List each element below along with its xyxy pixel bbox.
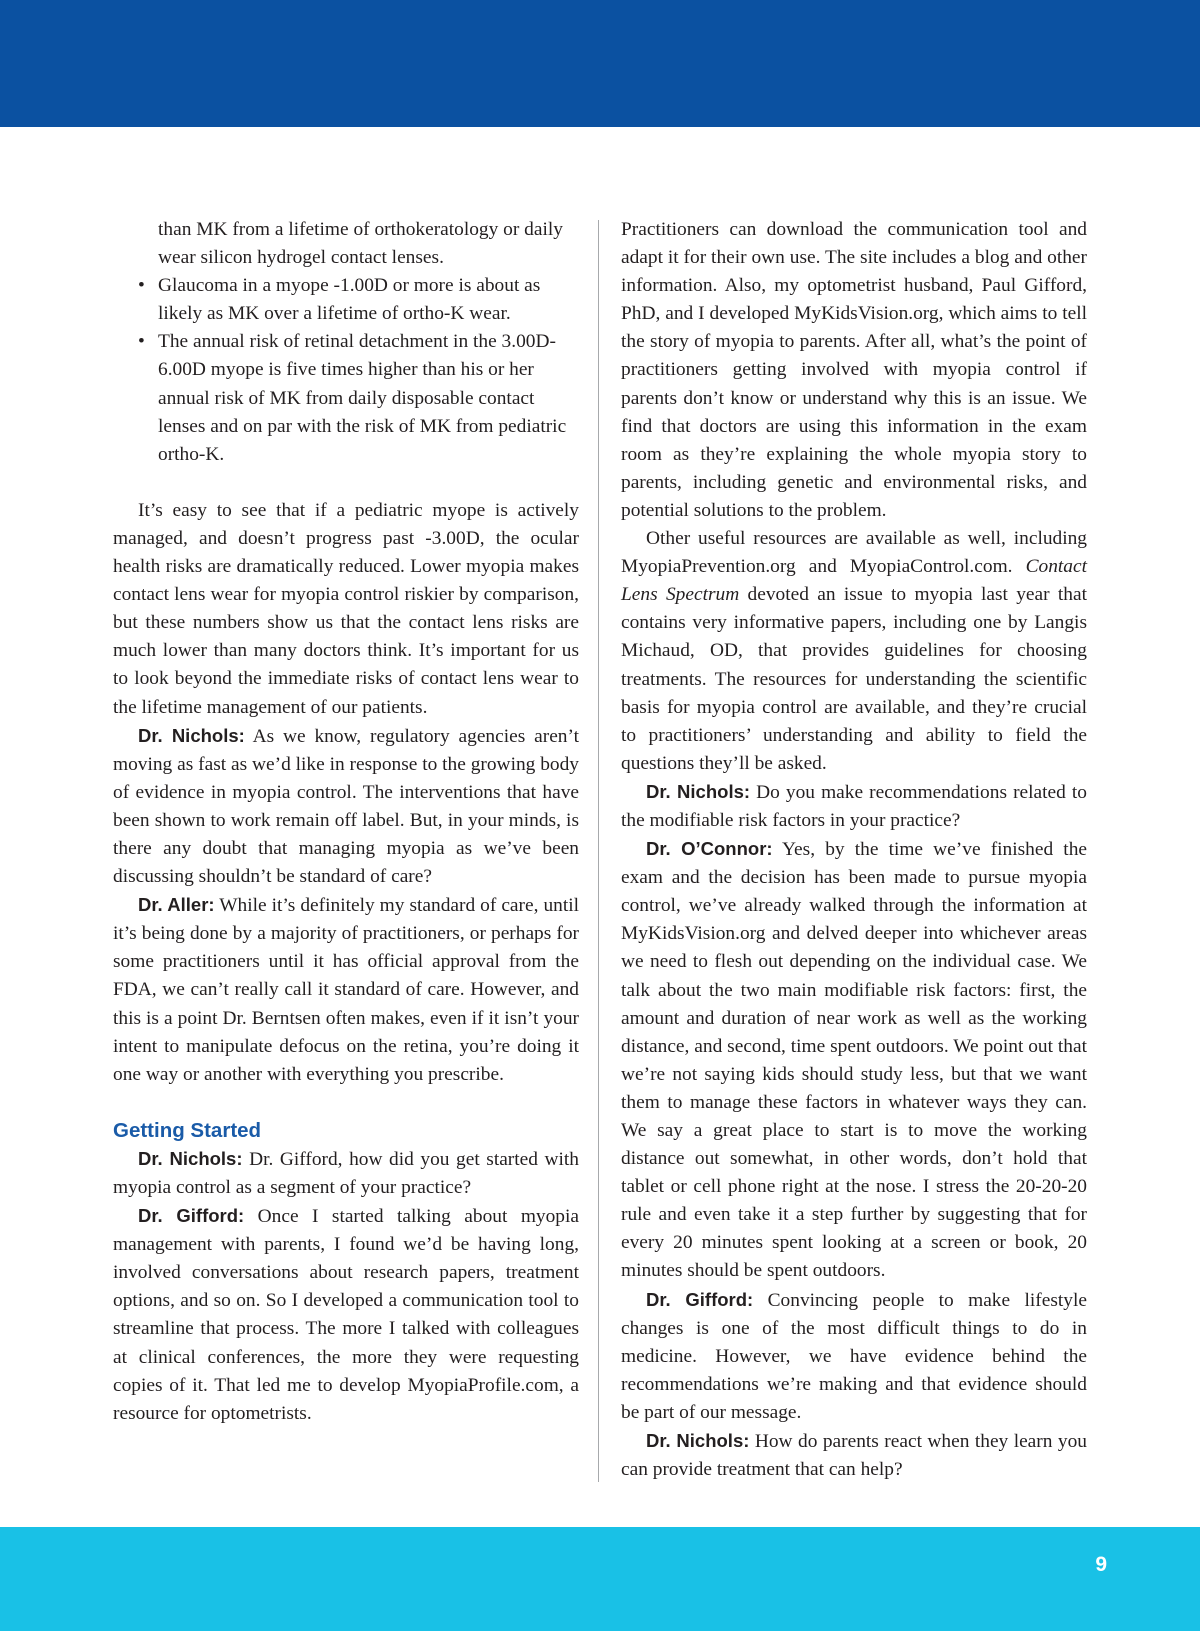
column-divider (598, 220, 599, 1482)
speaker-label: Dr. Gifford: (646, 1288, 754, 1310)
dialogue-paragraph: Dr. Nichols: As we know, regulatory agencies aren’t moving as fast as we’d like in response to the growing body of evidence in myopia control. The interventions that have been shown to work remain off label. But, in your minds, is there any doubt that managing myopia as we’ve been discussing shouldn’t be standard of care? (113, 724, 579, 888)
dialogue-paragraph: Dr. Nichols: How do parents react when they learn you can provide treatment that can help? (621, 1430, 1087, 1481)
bullet-continuation: than MK from a lifetime of orthokeratology or daily wear silicon hydrogel contact lenses. (158, 219, 563, 269)
dialogue-paragraph: Dr. Nichols: Do you make recommendations related to the modifiable risk factors in your practice? (621, 780, 1087, 831)
bullet-item: • The annual risk of retinal detachment in the 3.00D-6.00D myope is five times higher than his or her annual risk of MK from daily disposable contact lenses and on par with the risk of MK from pediatric ortho-K. (138, 328, 579, 468)
dialogue-paragraph: Dr. Gifford: Convincing people to make lifestyle changes is one of the most difficult things to do in medicine. However, we have evidence behind the recommendations we’re making and that evidence should be part of our message. (621, 1288, 1087, 1423)
section-heading: Getting Started (113, 1118, 262, 1142)
dialogue-paragraph: Dr. Gifford: Once I started talking about myopia management with parents, I found we’d be having long, involved conversations about research papers, treatment options, and so on. So I developed a communication tool to streamline that process. The more I talked with colleagues at clinical conferences, the more they were requesting copies of it. That led me to develop MyopiaProfile.com, a resource for optometrists. (113, 1205, 579, 1424)
body-paragraph: Practitioners can download the communication tool and adapt it for their own use. The site includes a blog and other information. Also, my optometrist husband, Paul Gifford, PhD, and I developed MyKidsVision.org, which aims to tell the story of myopia to parents. After all, what’s the point of practitioners getting involved with myopia control if parents don’t know or understand why this is an issue. We find that doctors are using this information in the exam room as they’re explaining the whole myopia story to parents, including genetic and environmental risks, and potential solutions to the problem. (621, 219, 1087, 521)
body-paragraph: It’s easy to see that if a pediatric myope is actively managed, and doesn’t progress past -3.00D, the ocular health risks are dramatically reduced. Lower myopia makes contact lens wear for myopia control riskier by comparison, but these numbers show us that the contact lens risks are much lower than many doctors think. It’s important for us to look beyond the immediate risks of contact lens wear to the lifetime management of our patients. (113, 499, 579, 718)
bullet-icon: • (138, 275, 145, 297)
page-number: 9 (1095, 1553, 1107, 1576)
risk-bullet-list (113, 216, 579, 469)
speaker-label: Dr. Nichols: (138, 724, 245, 746)
speaker-label: Dr. O’Connor: (646, 838, 773, 860)
publication-title: Contact Lens Spectrum (621, 556, 1087, 606)
speaker-label: Dr. Gifford: (138, 1205, 245, 1227)
header-band (0, 0, 1200, 127)
dialogue-paragraph: Dr. Aller: While it’s definitely my standard of care, until it’s being done by a majority of practitioners, or perhaps for some practitioners until it has official approval from the FDA, we can’t really call it standard of care. However, and this is a point Dr. Berntsen often makes, even if it isn’t your intent to manipulate defocus on the retina, you’re doing it one way or another with everything you prescribe. (113, 894, 580, 1085)
bullet-icon: • (138, 331, 145, 353)
right-column (621, 216, 1087, 1484)
speaker-label: Dr. Nichols: (646, 1430, 750, 1452)
body-paragraph: Other useful resources are available as well, including MyopiaPrevention.org and MyopiaControl.com. Contact Lens Spectrum devoted an issue to myopia last year that contains very informative papers, including one by Langis Michaud, OD, that provides guidelines for choosing treatments. The resources for understanding the scientific basis for myopia control are available, and they’re crucial to practitioners’ understanding and ability to field the questions they’ll be asked. (621, 528, 1087, 774)
dialogue-paragraph: Dr. O’Connor: Yes, by the time we’ve finished the exam and the decision has been made to pursue myopia control, we’ve already walked through the information at MyKidsVision.org and delved deeper into whichever areas we need to flesh out depending on the individual case. We talk about the two main modifiable risk factors: first, the amount and duration of near work as well as the working distance, and second, time spent outdoors. We point out that we’re not saying kids should study less, but that we want them to manage these factors in whatever ways they can. We say a great place to start is to move the working distance out somewhat, in other words, don’t hold that tablet or cell phone right at the nose. I stress the 20-20-20 rule and even take it a step further by suggesting that for every 20 minutes spent looking at a screen or book, 20 minutes should be spent outdoors. (621, 838, 1087, 1282)
speaker-label: Dr. Aller: (138, 894, 215, 916)
footer-band (0, 1527, 1200, 1631)
speaker-label: Dr. Nichols: (646, 780, 751, 802)
speaker-label: Dr. Nichols: (138, 1147, 243, 1169)
dialogue-paragraph: Dr. Nichols: Dr. Gifford, how did you get started with myopia control as a segment of your practice? (113, 1147, 579, 1198)
bullet-item: • Glaucoma in a myope -1.00D or more is about as likely as MK over a lifetime of ortho-K wear. (138, 272, 579, 328)
left-column (113, 216, 579, 1428)
